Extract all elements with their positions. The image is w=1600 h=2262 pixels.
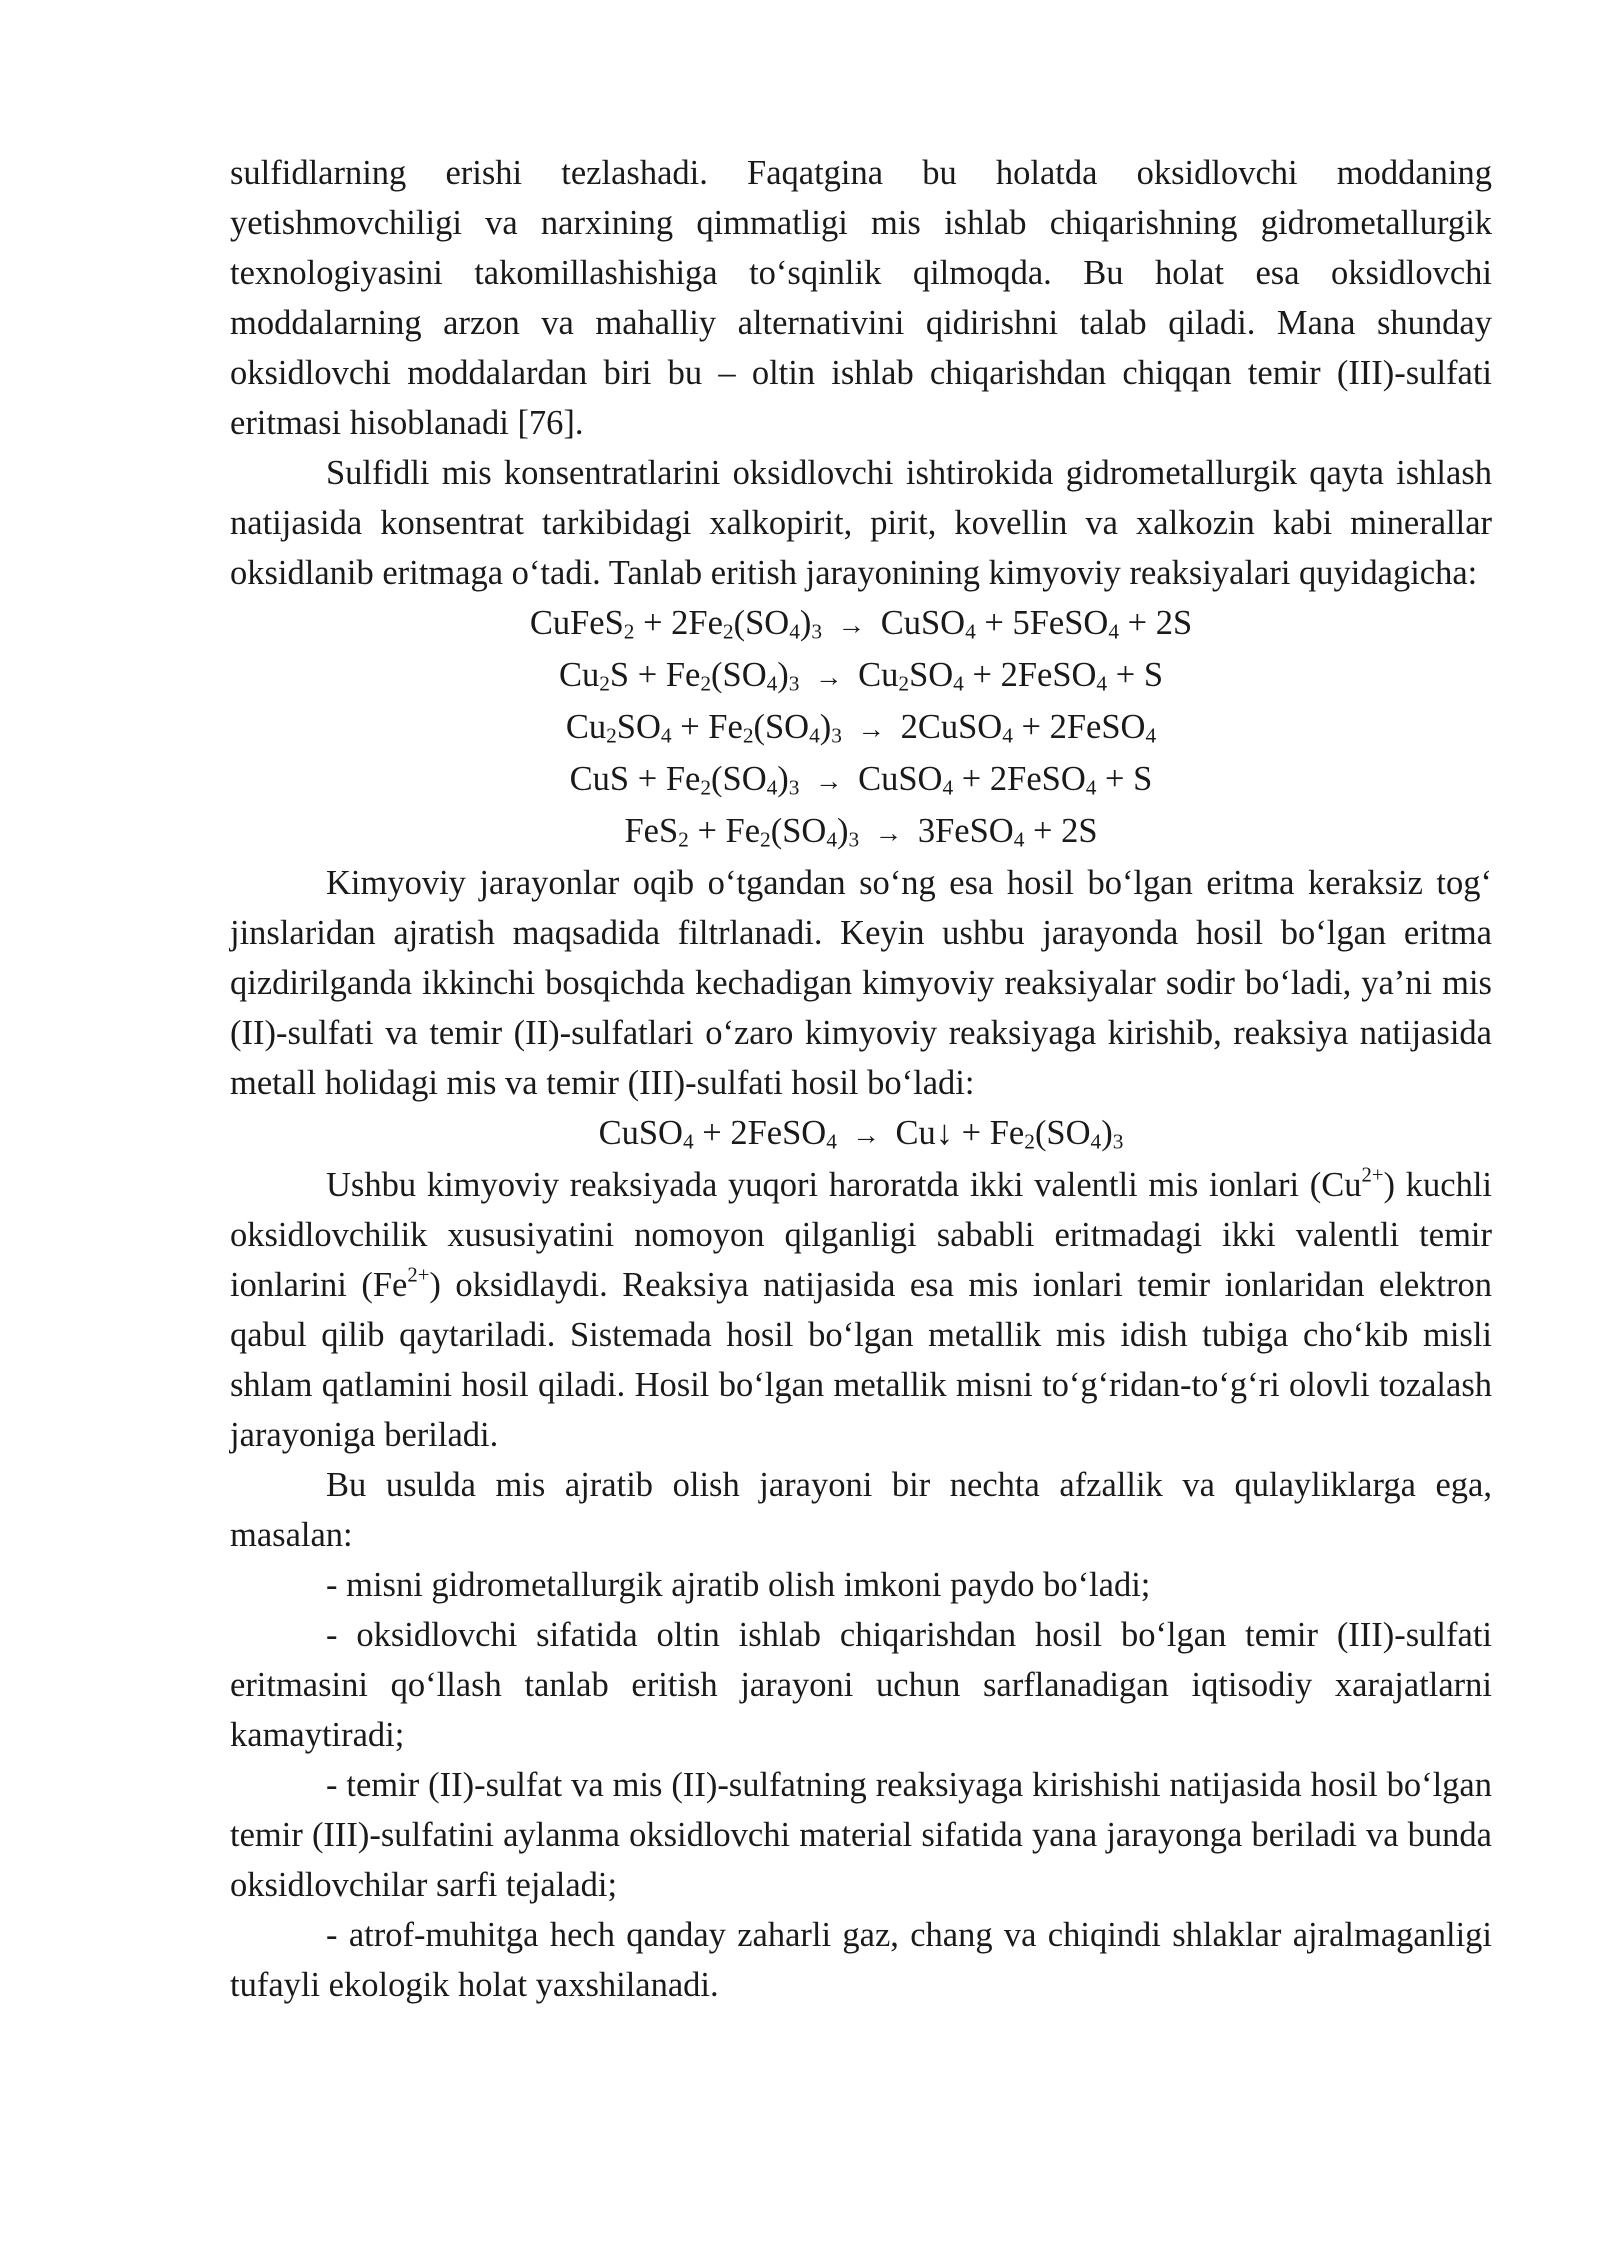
paragraph-3: Kimyoviy jarayonlar oqib o‘tgandan so‘ng esa hosil bo‘lgan eritma keraksiz tog‘ jinslaridan ajratish maqsadida filtrlanadi. Keyin ushbu jarayonda hosil bo‘lgan eritma qizdirilganda ikkinchi bosqichda kechadigan kimyoviy reaksiyalar sodir bo‘ladi, ya’ni mis (II)-sulfati va temir (II)-sulfatlari o‘zaro kimyoviy reaksiyaga kirishib, reaksiya natijasida metall holidagi mis va temir (III)-sulfati hosil bo‘ladi: — [230, 864, 1492, 1102]
list-item-3: - temir (II)-sulfat va mis (II)-sulfatning reaksiyaga kirishishi natijasida hosil bo‘lgan temir (III)-sulfatini aylanma oksidlovchi material sifatida yana jarayonga beriladi va bunda oksidlovchilar sarfi tejaladi; — [230, 1766, 1492, 1904]
equation-5: $FeS_2 + Fe_2(SO_4)_3$ → 3FeSO$_4$ + 2S — [624, 812, 1098, 852]
equation-1: CuFeS$_2$ + $2Fe_2(SO_4)_3$ → CuSO$_4$ + 5FeSO$_4$ + 2S — [529, 604, 1193, 644]
equation-2: $Cu_2S + Fe_2(SO_4)_3 \to Cu_2SO_4$ + 2FeSO$_4$ + S — [558, 656, 1164, 696]
equation-4: CuS + $Fe_2(SO_4)_3$ → CuSO$_4$ + 2FeSO$_4$ + S — [569, 760, 1153, 800]
list-item-4: - atrof-muhitga hech qanday zaharli gaz, chang va chiqindi shlaklar ajralmaganligi tufayli ekologik holat yaxshilanadi. — [230, 1916, 1492, 2004]
list-item-1: - misni gidrometallurgik ajratib olish imkoni paydo bo‘ladi; — [326, 1566, 1151, 1604]
reaction-arrow: → — [857, 713, 886, 744]
reaction-arrow: → — [837, 609, 866, 640]
paragraph-5: Bu usulda mis ajratib olish jarayoni bir nechta afzallik va qulayliklarga ega, masalan: — [230, 1466, 1492, 1554]
paragraph-2: Sulfidli mis konsentratlarini oksidlovchi ishtirokida gidrometallurgik qayta ishlash natijasida konsentrat tarkibidagi xalkopirit, pirit, kovellin va xalkozin kabi minerallar oksidlanib eritmaga o‘tadi. Tanlab eritish jarayonining kimyoviy reaksiyalari quyidagicha: — [230, 454, 1492, 592]
equation-6: CuSO$_4$ + 2FeSO$_4$ → Cu↓ + $Fe_2(SO_4)_3$ — [598, 1114, 1124, 1154]
paragraph-1: sulfidlarning erishi tezlashadi. Faqatgina bu holatda oksidlovchi moddaning yetishmovchiligi va narxining qimmatligi mis ishlab chiqarishning gidrometallurgik texnologiyasini takomillashishiga to‘sqinlik qilmoqda. Bu holat esa oksidlovchi moddalarning arzon va mahalliy alternativini qidirishni talab qiladi. Mana shunday oksidlovchi moddalardan biri bu – oltin ishlab chiqarishdan chiqqan temir (III)-sulfati eritmasi hisoblanadi [76]. — [230, 154, 1492, 442]
reaction-arrow: → — [874, 817, 903, 848]
equation-3: $Cu_2SO_4 + Fe_2(SO_4)_3$ → 2CuSO$_4$ + 2FeSO$_4$ — [565, 708, 1157, 748]
paragraph-4: Ushbu kimyoviy reaksiyada yuqori haroratda ikki valentli mis ionlari $(Cu^{2+})$ kuchli oksidlovchilik xususiyatini nomoyon qilganligi sababli eritmadagi ikki valentli temir ionlarini $(Fe^{2+})$ oksidlaydi. Reaksiya natijasida esa mis ionlari temir ionlaridan elektron qabul qilib qaytariladi. Sistemada hosil bo‘lgan metallik mis idish tubiga cho‘kib misli shlam qatlamini hosil qiladi. Hosil bo‘lgan metallik misni to‘g‘ridan-to‘g‘ri olovli tozalash jarayoniga beriladi. — [230, 1164, 1492, 1454]
reaction-arrow: → — [852, 1119, 881, 1150]
document-page — [230, 148, 1492, 2010]
reaction-arrow: → — [815, 661, 843, 692]
reaction-arrow: → — [815, 765, 843, 796]
list-item-2: - oksidlovchi sifatida oltin ishlab chiqarishdan hosil bo‘lgan temir (III)-sulfati eritmasini qo‘llash tanlab eritish jarayoni uchun sarflanadigan iqtisodiy xarajatlarni kamaytiradi; — [230, 1616, 1492, 1754]
